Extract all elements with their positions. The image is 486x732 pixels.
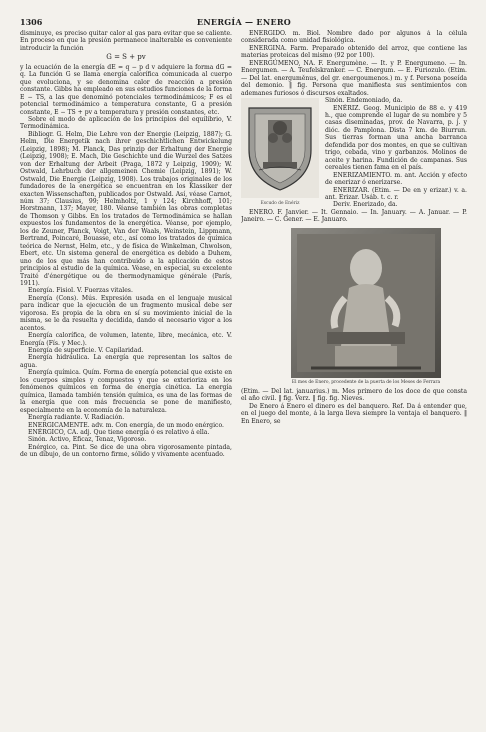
- shield-caption: Escudo de Enériz: [260, 201, 300, 207]
- paragraph: ENERO. F. Janvier. — It. Gennaio. — In. January. — A. Januar. — P. Janeiro. — C. Gener. — E. Januaro.: [241, 208, 467, 224]
- right-column: [241, 30, 467, 715]
- paragraph: ENÉRIZ. Geog. Municipio de 88 e. y 419 h., que comprende el lugar de su nombre y 5 casas diseminadas, prov. de Navarra, p. j. y dióc. de Pamplona. Dista 7 km. de Biurrun. Sus tierras forman una ancha barranca defendida por dos montes, en que se cultivan trigo, cebada, vino y garbanzos. Molinos de aceite y harina. Fundición de campanas. Sus cereales tienen fama en el país.: [325, 104, 467, 172]
- page-number: 1306: [20, 17, 43, 27]
- paragraph: Energía calorífica, de volumen, latente, libre, mecánica, etc. V. Energía (Fís. y Mec.).: [20, 332, 232, 347]
- paragraph: Energía. Fisiol. V. Fuerzas vitales.: [28, 287, 133, 295]
- paragraph: Sinón. Activo, Eficaz, Tenaz, Vigoroso.: [28, 436, 147, 444]
- paragraph: Sinón. Endemoniado, da.: [325, 97, 403, 105]
- paragraph: ENÉRGICO, CA. adj. Que tiene energía ó es relativo á ella.: [28, 429, 210, 437]
- paragraph: disminuye, es preciso quitar calor al gas para evitar que se caliente. En proceso en que la presión permanece inalterable es conveniente introducir la función: [20, 30, 232, 52]
- page-header: [20, 16, 468, 28]
- paragraph: ENERGICAMENTE. adv. m. Con energía, de un modo enérgico.: [28, 421, 224, 429]
- paragraph: Energía química. Quím. Forma de energía potencial que existe en los cuerpos simples y compuestos y que se exterioriza en los fenómenos químicos en forma de energía cinética. La energía química, llamada también tensión química, es una de las formas de la energía que con más frecuencia se pone de manifiesto, especialmente en la economía de la naturaleza.: [20, 369, 232, 414]
- paragraph: ENERGINA. Farm. Preparado obtenido del arroz, que contiene las materias proteicas del mismo (92 por 100).: [241, 44, 467, 60]
- paragraph: Energía hidráulica. La energía que representan los saltos de agua.: [20, 354, 232, 369]
- paragraph: Energía radiante. V. Radiación.: [28, 414, 125, 422]
- paragraph: ENERIZAMIENTO. m. ant. Acción y efecto de enerizar ó enerizarse.: [325, 171, 467, 187]
- coat-of-arms-figure: [241, 98, 319, 206]
- paragraph: y la ecuación de la energía dE = q − p d v adquiere la forma dG = q. La función G se llama energía calorífica comunicada al cuerpo que evoluciona, y se denomina calor de reacción a presión constante. Gibbs ha empleado en sus estudios funciones de la forma E − TS, a las que denominó potenciales termodinámicos; F es el potencial termodinámico a temperatura constante, G a presión constante, E − TS + pv a temperatura y presión constantes, etc.: [20, 63, 232, 116]
- paragraph: ENERGÚMENO, NA. F. Energumène. — It. y P. Energumeno. — In. Energumen. — A. Teufelskranker. — C. Energum. — E. Furiozulo. (Etim. — Del lat. energumĕnus, del gr. energoumenos.) m. y f. Persona poseída del demonio. ‖ fig. Persona que manifiesta sus sentimientos con ademanes furiosos ó discursos exaltados.: [241, 59, 467, 97]
- january-relief-figure: [291, 228, 441, 385]
- running-head: ENERGÍA — ENERO: [196, 17, 292, 27]
- paragraph: ENERGIDO. m. Biol. Nombre dado por algunos á la célula considerada como unidad fisiológica.: [241, 30, 467, 45]
- left-column: [20, 30, 232, 715]
- paragraph: Bibliogr. G. Helm, Die Lehre von der Energie (Leipzig, 1887); G. Helm, Die Energetik nach ihrer geschichtlichen Entwickelung (Leipzig, 1898); M. Planck, Das prinzip der Erhaltung der Energie (Leipzig, 1908); E. Mach, Die Geschichte und die Wurzel des Satzes von der Erhaltung der Arbeit (Praga, 1872 y Leipzig, 1909); W. Ostwald, Lehrbuch der allgemeinen Chemie (Leipzig, 1891); W. Ostwald, Die Energie (Leipzig, 1908). Los trabajos originales de los fundadores de la energética se encuentran en los Klassiker der exacten Wissenschaften, publicados por Ostwald. Así, véase Carnot, núm 37; Clausius, 99; Helmholtz, 1 y 124; Kirchhoff, 101; Horstmann, 137; Mayer, 180. Véanse también las obras completas de Thomson y Gibbs. En los tratados de Termodinámica se hallan expuestos los fundamentos de la energética. Véanse, por ejemplo, los de Zeuner, Planck, Voigt, Van der Waals, Weinstein, Lippmann, Bertrand, Poincaré, Bouasse, etc., así como los tratados de química teórica de Nernst, Helm, etc., y de física de Winkelman, Chwolson, Ebert, etc. Un sistema general de energética es debido a Duhem, uno de los que más han contribuido a la aplicación de estos principios al estudio de la química. Véase, en especial, su excelente Traité d'énergétique ou de thermodynamique générale (París, 1911).: [20, 130, 232, 287]
- paragraph: De Enero á Enero el dinero es del banquero. Ref. Da á entender que, en el juego del monte, á la larga lleva siempre la ventaja el banquero. ‖ En Enero, se: [241, 402, 467, 425]
- paragraph: Energía de superficie. V. Capilaridad.: [28, 347, 144, 355]
- paragraph: Deriv. Enerizado, da.: [333, 201, 398, 209]
- relief-photo: [291, 228, 441, 378]
- paragraph: G = S + pv: [106, 53, 146, 62]
- shield-icon: [241, 98, 319, 198]
- paragraph: ENERIZAR. (Etim. — De en y erizar.) v. a. ant. Erizar. Usáb. t. c. r.: [325, 186, 467, 201]
- paragraph: (Etim. — Del lat. januarius.) m. Mes primero de los doce de que consta el año civil. ‖ fig. Verz. ‖ fig. fig. Nieves.: [241, 387, 467, 403]
- relief-caption: El mes de Enero, procedente de la puerta de los Meses de Ferrara: [291, 379, 441, 385]
- paragraph: Energía (Cons). Mús. Expresión usada en el lenguaje musical para indicar que la ejecución de un fragmento musical debe ser vigorosa. Es propia de la obra en sí su movimiento inicial de la misma, se le da resuelta y decidida, dando el necesario vigor a los acentos.: [20, 294, 232, 332]
- paragraph: Enérgico, ca. Pint. Se dice de una obra vigorosamente pintada, de un dibujo, de un contorno firme, sólido y vivamente acentuado.: [20, 443, 232, 459]
- paragraph: Sobre el modo de aplicación de los principios del equilibrio, V. Termodinámica.: [20, 115, 232, 131]
